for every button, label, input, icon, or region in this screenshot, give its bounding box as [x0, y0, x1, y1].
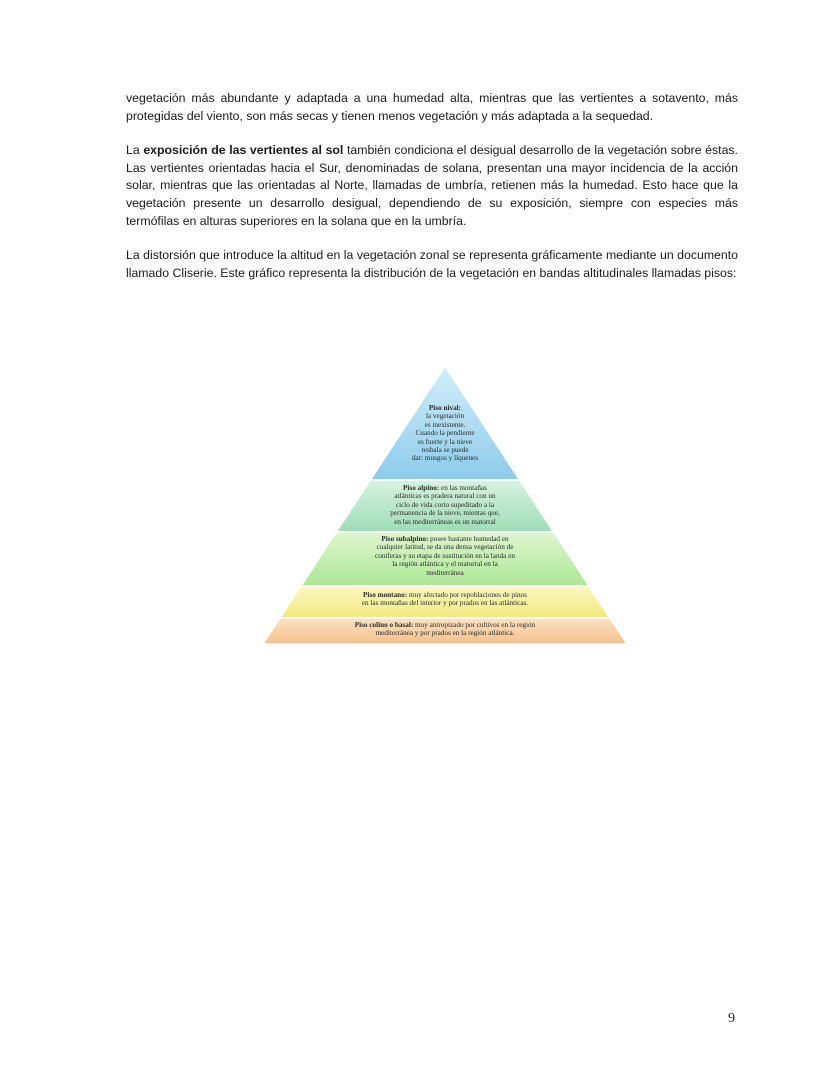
pyramid-label-line: posee bastante humedad en: [430, 535, 509, 543]
pyramid-label-line: cualquier latitud, se da una densa vegetación de: [376, 543, 514, 552]
pyramid-label-line: es fuerte y la nieve: [417, 437, 473, 446]
bold-phrase: exposición de las vertientes al sol: [143, 143, 344, 158]
text-run: vegetación más abundante y adaptada a una humedad alta, mientras que las vertientes a sotavento, más protegidas del viento, son más secas y tienen menos vegetación y más adaptada a la sequedad.: [126, 91, 738, 123]
pyramid-label-subalpino: [334, 535, 557, 577]
text-run: La: [126, 143, 144, 158]
pyramid-label-line: atlánticas es pradera natural con un: [394, 492, 496, 501]
pyramid-label-line: permanencia de la nieve, mientas que,: [390, 509, 500, 518]
pyramid-label-montano: [305, 591, 584, 608]
pyramid-label-title: Piso subalpino:: [381, 535, 429, 543]
pyramid-label-alpino: [368, 484, 521, 526]
pyramid-label-line: mediterránea y por prados en la región atlántica.: [375, 629, 515, 638]
paragraph-3: [126, 247, 738, 282]
pyramid-label-line: mediterránea: [426, 568, 464, 577]
pyramid-label-line: la vegetación: [425, 412, 465, 421]
pyramid-label-line: coníferas y su etapa de sustitución en la landa en: [375, 551, 515, 560]
text-run: La distorsión que introduce la altitud en la vegetación zonal se representa gráficamente mediante un documento llamado Cliserie. Este gráfico representa la distribución de la vegetación en bandas altitudinales llamadas pisos:: [126, 248, 738, 280]
pyramid-label-line: en las montañas: [441, 484, 487, 492]
document-body: [126, 90, 738, 299]
page-number: 9: [728, 1011, 735, 1026]
pyramid-label-line: muy afectado por repoblaciones de pinos: [408, 591, 527, 599]
pyramid-label-line: Cuando la pendiente: [415, 429, 475, 438]
pyramid-label-line: ciclo de vida corto supeditado a la: [395, 500, 495, 509]
pyramid-label-nival: [397, 404, 493, 463]
paragraph-2: [126, 142, 738, 230]
cliserie-pyramid-figure: [262, 364, 628, 646]
pyramid-label-title: Piso montano:: [363, 591, 408, 599]
pyramid-label-line: resbala se puede: [421, 446, 469, 455]
pyramid-label-title: Piso colino o basal:: [354, 621, 414, 629]
paragraph-1: [126, 90, 738, 125]
pyramid-label-line: es inexistente.: [424, 420, 466, 429]
pyramid-label-line: dar: musgos y líquenes: [411, 454, 479, 463]
pyramid-label-title: Piso nival:: [428, 404, 462, 412]
pyramid-label-line: la región atlántica y el matorral en la: [392, 560, 498, 569]
pyramid-label-title: Piso alpino:: [403, 484, 440, 492]
pyramid-label-line: en las montañas del interior y por prados en las atlánticas.: [361, 599, 529, 608]
text-run: también condiciona el desigual desarrollo de la vegetación sobre éstas. Las vertientes orientadas hacia el Sur, denominadas de solana, presentan una mayor incidencia de la acción solar, mientras que las orientadas al Norte, llamadas de umbría, retienen más la humedad. Esto hace que la vegetación presente un desarrollo desigual, dependiendo de su exposición, siempre con especies más termófilas en alturas superiores en la solana que en la umbría.: [126, 143, 738, 228]
pyramid-label-colino: [287, 621, 604, 638]
pyramid-label-line: muy antropizado por cultivos en la región: [415, 621, 536, 629]
pyramid-label-line: en las mediterráneas es un matorral: [394, 517, 496, 526]
